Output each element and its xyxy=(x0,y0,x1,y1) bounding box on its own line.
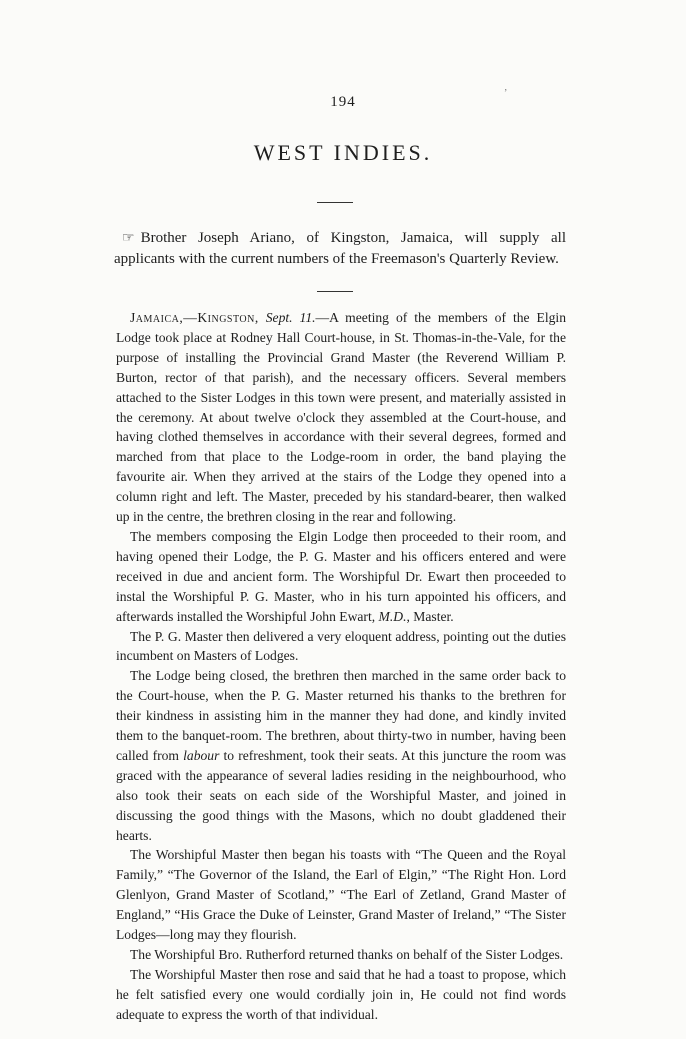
pointing-hand-icon: ☞ xyxy=(122,231,135,246)
paragraph xyxy=(116,965,566,1025)
page-number: 194 xyxy=(330,94,356,110)
paragraph xyxy=(116,845,566,945)
paragraph-text: The P. G. Master then delivered a very eloquent address, pointing out the duties incumbent on Masters of Lodges. xyxy=(116,628,566,664)
divider xyxy=(317,202,353,203)
notice xyxy=(114,228,566,270)
page-title: WEST INDIES. xyxy=(253,140,433,165)
italic-word: labour xyxy=(183,747,220,763)
corner-mark: ’ xyxy=(504,88,508,99)
paragraph-text: —A meeting of the members of the Elgin Lodge took place at Rodney Hall Court-house, in St. Thomas-in-the-Vale, for the purpose of installing the Provincial Grand Master (the Reverend William P. Burton, rector of that parish), and the necessary officers. Several members attached to the Sister Lodges in this town were present, and materially assisted in the ceremony. At about twelve o'clock they assembled at the Court-house, and having clothed themselves in accordance with their several degrees, formed and marched from that place to the Lodge-room in order, the band playing the favourite air. When they arrived at the stairs of the Lodge they opened into a column right and left. The Master, preceded by his standard-bearer, then walked up in the centre, the brethren closing in the rear and following. xyxy=(116,310,566,525)
notice-text: Brother Joseph Ariano, of Kingston, Jamaica, will supply all applicants with the current numbers of the Freemason's Quarterly Review. xyxy=(114,230,566,267)
paragraph-text: The members composing the Elgin Lodge then proceeded to their room, and having opened their Lodge, the P. G. Master and his officers entered and were received in due and ancient form. The Worshipful Dr. Ewart then proceeded to instal the Worshipful P. G. Master, who in his turn appointed his officers, and afterwards installed the Worshipful John Ewart, xyxy=(116,528,566,624)
paragraph xyxy=(116,945,566,965)
paragraph xyxy=(116,527,566,627)
article-body xyxy=(116,308,566,1025)
paragraph-text: The Lodge being closed, the brethren then marched in the same order back to the Court-house, when the P. G. Master returned his thanks to the brethren for their kindness in assisting him in the manner they had done, and kindly invited them to the banquet-room. The brethren, about thirty-two in number, having been called from xyxy=(116,668,566,763)
paragraph-text: The Worshipful Master then rose and said that he had a toast to propose, which he felt satisfied every one would cordially join in, He could not find words adequate to express the worth of that individual. xyxy=(116,966,566,1022)
paragraph-text: The Worshipful Bro. Rutherford returned thanks on behalf of the Sister Lodges. xyxy=(130,947,564,962)
paragraph-text: to refreshment, took their seats. At this juncture the room was graced with the appearance of several ladies residing in the neighbourhood, who also took their seats on each side of the Worshipful Master, and joined in discussing the good things with the Masons, which no doubt gladdened their hearts. xyxy=(116,747,566,843)
paragraph-text: The Worshipful Master then began his toasts with “The Queen and the Royal Family,” “The Governor of the Island, the Earl of Elgin,” “The Right Hon. Lord Glenlyon, Grand Master of Scotland,” “The Earl of Zetland, Grand Master of England,” “His Grace the Duke of Leinster, Grand Master of Ireland,” “The Sister Lodges—long may they flourish. xyxy=(116,847,566,943)
paragraph xyxy=(116,666,566,845)
dateline-date: Sept. 11. xyxy=(265,310,316,325)
degree-abbrev: M.D. xyxy=(378,608,407,624)
paragraph xyxy=(116,308,566,527)
divider xyxy=(317,291,353,292)
dateline-place: Jamaica,—Kingston, xyxy=(130,310,259,325)
paragraph xyxy=(116,627,566,667)
paragraph-text: , Master. xyxy=(406,608,454,624)
